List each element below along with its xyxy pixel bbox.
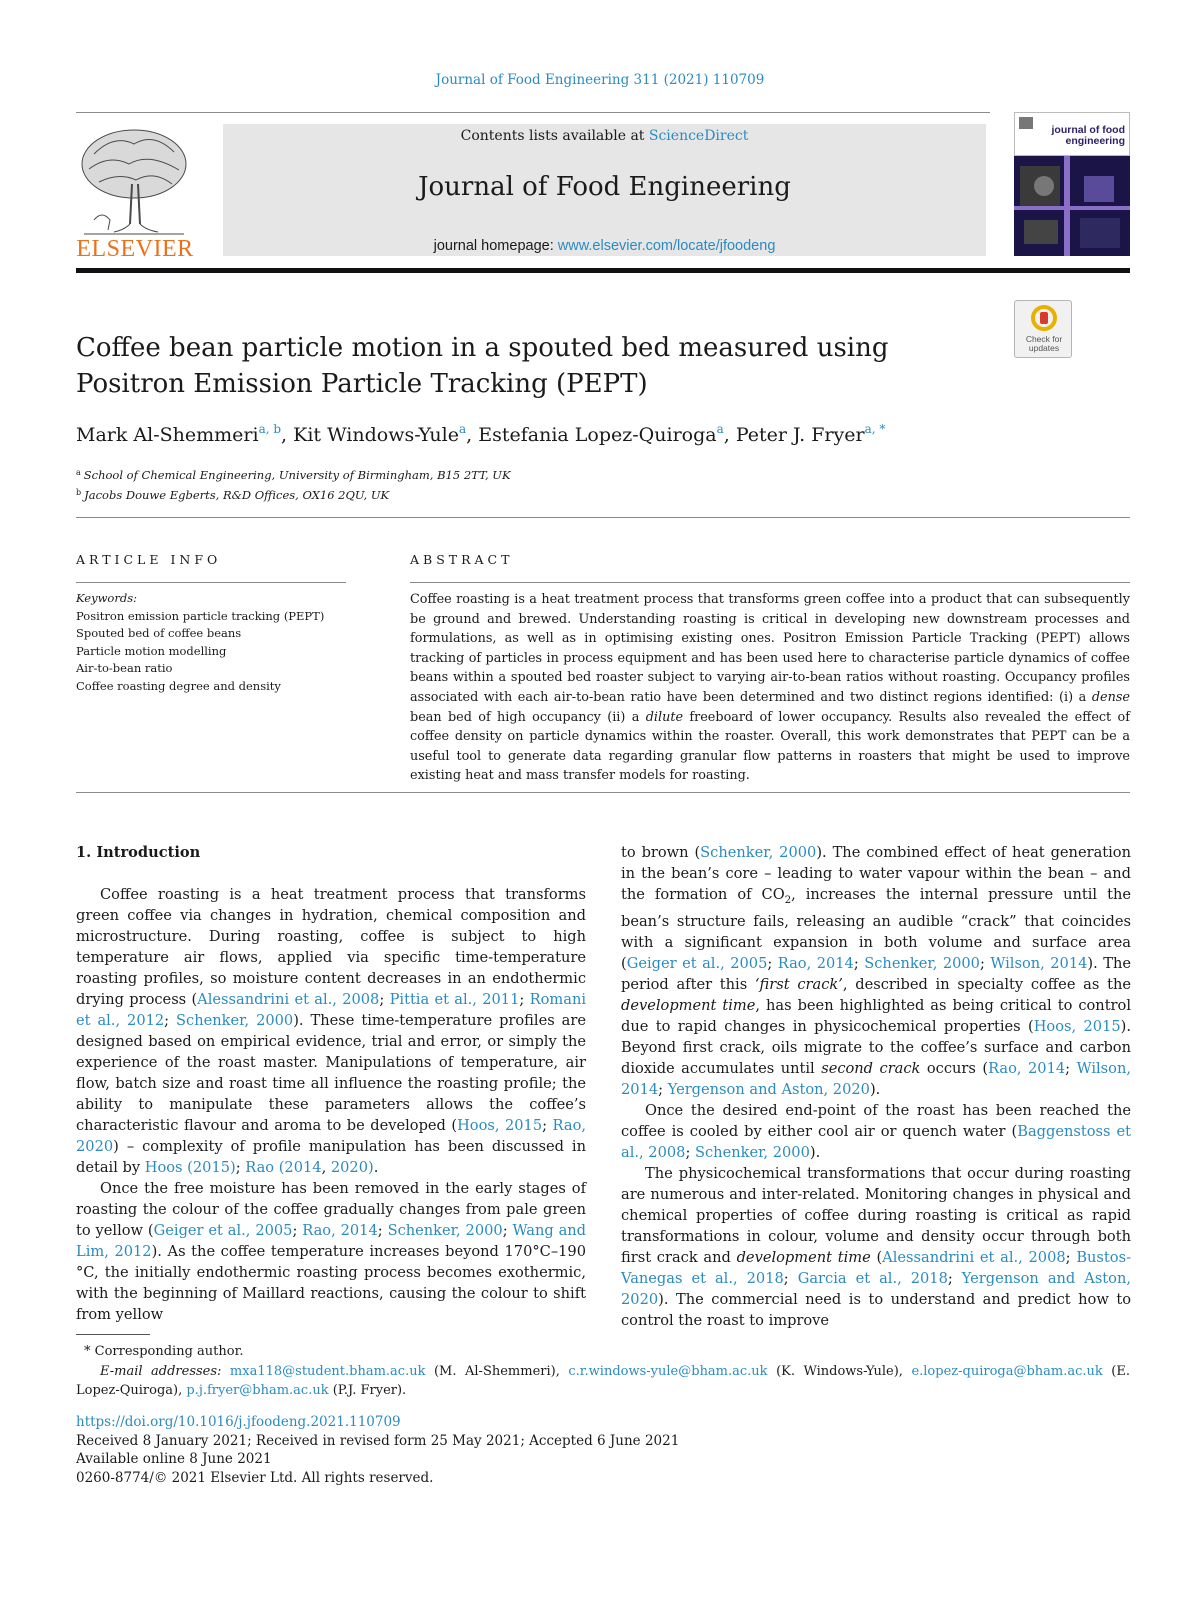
- email-link[interactable]: e.lopez-quiroga@bham.ac.uk: [911, 1363, 1103, 1379]
- author-name: Estefania Lopez-Quiroga: [478, 424, 717, 446]
- text-segment: ;: [979, 954, 991, 972]
- citation-link[interactable]: Schenker, 2000: [695, 1143, 810, 1161]
- affiliation-mark: b: [76, 488, 82, 497]
- intro-paragraph: [76, 1178, 586, 1325]
- text-segment: Once the desired end-point of the roast has been reached the coffee is cooled by either cool air or quench water (: [621, 1101, 1131, 1140]
- abstract-text: [410, 590, 1130, 786]
- abstract-rule: [410, 582, 1130, 583]
- keywords-label: Keywords:: [76, 591, 137, 605]
- intro-paragraph: [621, 1163, 1131, 1331]
- text-segment: ;: [377, 1222, 388, 1239]
- body-column-right: [621, 842, 1131, 1331]
- article-info-rule: [76, 582, 346, 583]
- author-name: Kit Windows-Yule: [293, 424, 459, 446]
- check-for-updates-label: Check for updates: [1025, 334, 1063, 353]
- keywords-block: [76, 590, 324, 695]
- author-list: [76, 422, 885, 446]
- email-owner: (M. Al-Shemmeri),: [425, 1363, 569, 1379]
- email-owner: (K. Windows-Yule),: [767, 1363, 912, 1379]
- citation-link[interactable]: Yergenson and Aston, 2020: [667, 1080, 870, 1098]
- text-segment: Coffee roasting is a heat treatment process that transforms green coffee via changes in hydration, chemical composition and microstructure. During roasting, coffee is subject to high temperature air flows, applied via specific time-temperature roasting profiles, so moisture content decreases in an endothermic drying process (: [76, 886, 586, 1008]
- citation-link[interactable]: Hoos (2015): [144, 1159, 236, 1176]
- cover-publisher-mark: [1019, 117, 1033, 129]
- text-segment: ). The commercial need is to understand and predict how to control the roast to improve: [621, 1290, 1131, 1329]
- text-segment: ). The period after this: [621, 954, 1131, 993]
- keyword-item: Positron emission particle tracking (PEPT): [76, 608, 325, 623]
- email-link[interactable]: c.r.windows-yule@bham.ac.uk: [568, 1363, 768, 1379]
- text-segment: ;: [853, 954, 865, 972]
- footnote-rule: [76, 1334, 150, 1335]
- citation-link[interactable]: Rao, 2014: [777, 954, 854, 972]
- text-segment: ;: [783, 1269, 798, 1287]
- author-affil-mark[interactable]: a: [459, 422, 467, 436]
- text-segment: ).: [809, 1143, 821, 1161]
- affiliation-item: [76, 464, 511, 484]
- text-segment: ;: [542, 1117, 553, 1134]
- text-segment: ;: [379, 991, 390, 1008]
- online-date: Available online 8 June 2021: [76, 1451, 272, 1467]
- copyright-line: 0260-8774/© 2021 Elsevier Ltd. All rights reserved.: [76, 1469, 434, 1486]
- affiliation-item: [76, 484, 511, 504]
- email-label: E-mail addresses:: [100, 1363, 222, 1379]
- author-name: Mark Al-Shemmeri: [76, 424, 259, 446]
- doi-link[interactable]: https://doi.org/10.1016/j.jfoodeng.2021.110709: [76, 1414, 401, 1430]
- author-affil-mark[interactable]: a, b: [258, 422, 282, 436]
- citation-link[interactable]: Rao, 2014: [302, 1222, 378, 1239]
- front-matter-divider: [76, 517, 1130, 518]
- italic-term: ‘first crack’: [754, 975, 843, 993]
- abstract-emphasis: dense: [1091, 689, 1130, 705]
- text-segment: Once the free moisture has been removed in the early stages of roasting the colour of the coffee gradually changes from pale green to yellow (: [76, 1180, 586, 1239]
- corresponding-author-note: * Corresponding author.: [84, 1344, 244, 1359]
- keyword-item: Air-to-bean ratio: [76, 661, 173, 675]
- text-segment: ;: [1065, 1059, 1077, 1077]
- author-separator: ,: [723, 424, 736, 446]
- citation-link[interactable]: Wang and Lim, 2012: [76, 1222, 587, 1260]
- publisher-wordmark: ELSEVIER: [76, 236, 194, 262]
- citation-link[interactable]: Geiger et al., 2005: [626, 954, 768, 972]
- intro-paragraph: [621, 1100, 1131, 1163]
- article-info-heading: ARTICLE INFO: [76, 552, 222, 567]
- text-segment: (: [870, 1248, 883, 1266]
- citation-link[interactable]: Bustos-Vanegas et al., 2018: [621, 1248, 1131, 1287]
- intro-paragraph-continued: [621, 842, 1131, 1100]
- text-segment: ;: [685, 1143, 695, 1161]
- abstract-heading: ABSTRACT: [410, 552, 514, 567]
- text-segment: ). These time-temperature profiles are designed based on empirical evidence, trial and error, or simply the experience of the roast master. Manipulations of temperature, air flow, batch size and roast time all influence the roasting profile; the ability to manipulate these parameters allows the coffee’s characteristic flavour and aroma to be developed (: [76, 1012, 586, 1134]
- affiliation-text: School of Chemical Engineering, University of Birmingham, B15 2TT, UK: [83, 468, 511, 482]
- cover-artwork: [1014, 156, 1130, 256]
- abstract-segment: freeboard of lower occupancy. Results also revealed the effect of coffee density on particle dynamics within the roaster. Overall, this work demonstrates that PEPT can be a useful tool to generate data regarding granular flow patterns in roasters that might be used to improve existing heat and mass transfer models for roasting.: [410, 709, 1130, 784]
- affiliation-mark: a: [76, 468, 81, 477]
- text-segment: , increases the internal pressure until the bean’s structure fails, releasing an audible “crack” that coincides with a significant expansion in both volume and surface area (: [621, 886, 1131, 972]
- citation-link[interactable]: Pittia et al., 2011: [389, 991, 520, 1008]
- keyword-item: Coffee roasting degree and density: [76, 678, 281, 693]
- affiliation-text: Jacobs Douwe Egberts, R&D Offices, OX16 2QU, UK: [84, 488, 390, 502]
- text-segment: ;: [502, 1222, 513, 1239]
- bookmark-icon: [1031, 305, 1057, 331]
- italic-term: development time: [736, 1248, 871, 1266]
- body-column-left: [76, 842, 586, 1325]
- italic-term: development time: [621, 996, 756, 1014]
- check-for-updates-button[interactable]: [1014, 300, 1072, 358]
- text-segment: ;: [658, 1080, 668, 1098]
- abstract-segment: bean bed of high occupancy (ii) a: [410, 709, 646, 725]
- text-segment: ). Beyond first crack, oils migrate to the coffee’s surface and carbon dioxide accumulates until: [621, 1017, 1131, 1077]
- author-separator: ,: [466, 424, 479, 446]
- intro-paragraph: [76, 884, 586, 1178]
- abstract-segment: Coffee roasting is a heat treatment process that transforms green coffee into a product that can subsequently be ground and brewed. Understanding roasting is critical in developing new downstream processes and formulations, as well as in optimising existing ones. Positron Emission Particle Tracking (PEPT) allows tracking of particles in process equipment and has been used here to characterise particle dynamics of coffee beans within a spouted bed roaster subject to varying air-to-bean ratios without roasting. Occupancy profiles associated with each air-to-bean ratio have been determined and two distinct regions identified: (i) a: [410, 592, 1130, 705]
- subscript: 2: [784, 894, 792, 906]
- abstract-bottom-divider: [76, 792, 1130, 793]
- contents-prefix: Contents lists available at: [460, 128, 649, 144]
- article-title: Coffee bean particle motion in a spouted bed measured using Positron Emission Particle Tracking (PEPT): [76, 333, 889, 399]
- cover-title: journal of food engineering: [1051, 124, 1125, 147]
- citation-link[interactable]: Schenker, 2000: [387, 1222, 503, 1239]
- citation-link[interactable]: Wilson, 2014: [621, 1059, 1131, 1098]
- text-segment: to brown (: [621, 844, 701, 861]
- citation-link[interactable]: Wilson, 2014: [990, 954, 1088, 972]
- text-segment: ;: [519, 991, 530, 1008]
- received-dates: Received 8 January 2021; Received in revised form 25 May 2021; Accepted 6 June 2021: [76, 1432, 680, 1449]
- journal-homepage: [223, 238, 986, 254]
- citation-link[interactable]: Hoos, 2015: [1033, 1017, 1121, 1035]
- citation-link[interactable]: Alessandrini et al., 2008: [197, 991, 380, 1008]
- publication-info: [76, 1413, 679, 1487]
- homepage-prefix: journal homepage:: [433, 238, 558, 254]
- citation-link[interactable]: Schenker, 2000: [864, 954, 980, 972]
- text-segment: , has been highlighted as being critical to control due to rapid changes in physicochemical properties (: [621, 996, 1131, 1035]
- journal-cover-thumbnail[interactable]: [1014, 112, 1130, 256]
- journal-citation[interactable]: Journal of Food Engineering 311 (2021) 110709: [435, 72, 765, 88]
- citation-link[interactable]: Rao, 2014: [988, 1059, 1066, 1077]
- citation-link[interactable]: Alessandrini et al., 2008: [882, 1248, 1066, 1266]
- header-divider: [76, 112, 990, 113]
- text-segment: ;: [1065, 1248, 1077, 1266]
- author-name: Peter J. Fryer: [735, 424, 865, 446]
- text-segment: ). As the coffee temperature increases beyond 170°C–190 °C, the initially endothermic roasting process becomes exothermic, with the beginning of Maillard reactions, causing the colour to shift from yellow: [76, 1243, 586, 1323]
- text-segment: .: [373, 1159, 379, 1176]
- italic-term: second crack: [821, 1059, 921, 1077]
- keyword-item: Particle motion modelling: [76, 643, 227, 658]
- citation-link[interactable]: Garcia et al., 2018: [797, 1269, 948, 1287]
- text-segment: ;: [235, 1159, 246, 1176]
- affiliations: [76, 464, 511, 504]
- citation-link[interactable]: Schenker, 2000: [700, 844, 817, 861]
- text-segment: , described in specialty coffee as the: [842, 975, 1131, 993]
- email-link[interactable]: p.j.fryer@bham.ac.uk: [186, 1383, 329, 1398]
- citation-link[interactable]: Baggenstoss et al., 2008: [621, 1122, 1131, 1161]
- text-segment: ) – complexity of profile manipulation has been discussed in detail by: [76, 1138, 586, 1176]
- citation-link[interactable]: Rao, 2020: [76, 1117, 586, 1155]
- text-segment: ;: [164, 1012, 177, 1029]
- text-segment: ).: [869, 1080, 881, 1098]
- text-segment: occurs (: [920, 1059, 989, 1077]
- citation-link[interactable]: Romani et al., 2012: [76, 991, 587, 1029]
- contents-availability: [223, 128, 986, 144]
- text-segment: ;: [947, 1269, 962, 1287]
- text-segment: ;: [292, 1222, 303, 1239]
- author-separator: ,: [281, 424, 294, 446]
- author-affil-mark[interactable]: a: [716, 422, 724, 436]
- journal-title: Journal of Food Engineering: [418, 172, 791, 202]
- email-addresses: [76, 1362, 1130, 1401]
- citation-link[interactable]: Rao (2014: [245, 1159, 322, 1176]
- text-segment: ). The combined effect of heat generation in the bean’s core – leading to water vapour within the bean – and the formation of CO: [621, 844, 1131, 903]
- header-thick-rule: [76, 268, 1130, 273]
- text-segment: The physicochemical transformations that occur during roasting are numerous and inter-related. Monitoring changes in physical and chemical properties of coffee during roasting is critical as rapid transformations in colour, volume and density occur through both first crack and: [621, 1164, 1131, 1266]
- email-owner: (E. Lopez-Quiroga),: [76, 1363, 1130, 1398]
- text-segment: ;: [767, 954, 778, 972]
- footnotes: [76, 1342, 1130, 1401]
- email-link[interactable]: mxa118@student.bham.ac.uk: [229, 1363, 426, 1379]
- keyword-item: Spouted bed of coffee beans: [76, 626, 242, 640]
- citation-link[interactable]: Yergenson and Aston, 2020: [621, 1269, 1131, 1308]
- section-title: 1. Introduction: [76, 844, 201, 861]
- homepage-link[interactable]: www.elsevier.com/locate/jfoodeng: [557, 238, 776, 254]
- text-segment: ,: [321, 1159, 331, 1176]
- email-owner: (P.J. Fryer).: [328, 1383, 407, 1398]
- citation-link[interactable]: Schenker, 2000: [176, 1012, 294, 1029]
- author-affil-mark[interactable]: a, *: [864, 422, 886, 436]
- abstract-emphasis: dilute: [645, 709, 684, 725]
- citation-link[interactable]: Hoos, 2015: [457, 1117, 543, 1134]
- cover-header: [1014, 112, 1130, 156]
- citation-link[interactable]: 2020): [330, 1159, 374, 1176]
- sciencedirect-link[interactable]: ScienceDirect: [648, 128, 749, 144]
- citation-link[interactable]: Geiger et al., 2005: [153, 1222, 293, 1239]
